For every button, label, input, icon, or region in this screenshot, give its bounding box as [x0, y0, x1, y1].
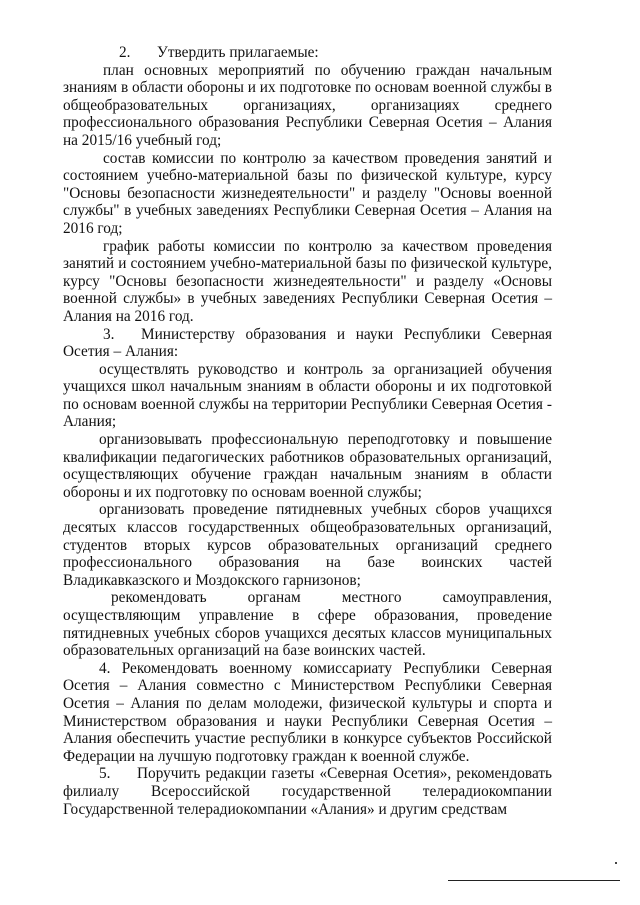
document-body	[63, 44, 552, 818]
item-number: 4.	[99, 659, 111, 677]
paragraph-supervise: осуществлять руководство и контроль за организацией обучения учащихся школ начальным знаниям в области обороны и их подготовкой по основам военной службы на территории Республики Северная Осетия - Алания;	[63, 360, 552, 431]
paragraph-3-heading	[63, 326, 552, 361]
paragraph-retraining: организовывать профессиональную переподготовку и повышение квалификации педагогических работников образовательных организаций, осуществляющих обучение граждан начальным знаниям в области обороны и их подготовку по основам военной службы;	[63, 431, 552, 501]
paragraph-text: Рекомендовать военному комиссариату Республики Северная Осетия – Алания совместно с Министерством Республики Северная Осетия – Алания по делам молодежи, физической культуры и спорта и Министерством образования и науки Республики Северная Осетия – Алания обеспечить участие республики в конкурсе субъектов Российской Федерации на лучшую подготовку граждан к военной службе.	[63, 659, 552, 765]
paragraph-text: Утвердить прилагаемые:	[157, 44, 319, 61]
item-number: 5.	[99, 765, 111, 783]
paragraph-schedule: график работы комиссии по контролю за качеством проведения занятий и состоянием учебно-материальной базы по физической культуре, курсу "Основы безопасности жизнедеятельности" и разделу «Основы военной службы» в учебных заведениях Республики Северная Осетия – Алания на 2016 год.	[63, 237, 552, 325]
page-mark	[615, 862, 617, 864]
paragraph-5	[63, 765, 552, 818]
paragraph-4	[63, 660, 552, 766]
paragraph-recommend-local: рекомендовать органам местного самоуправления, осуществляющим управление в сфере образования, проведение пятидневных учебных сборов учащихся десятых классов муниципальных образовательных организаций на базе воинских частей.	[63, 589, 552, 660]
item-number: 2.	[119, 44, 131, 61]
paragraph-training-camps: организовать проведение пятидневных учебных сборов учащихся десятых классов государственных общеобразовательных организаций, студентов вторых курсов образовательных организаций среднего профессионального образования на базе воинских частей Владикавказского и Моздокского гарнизонов;	[63, 501, 552, 589]
paragraph-text: Поручить редакции газеты «Северная Осетия», рекомендовать филиалу Всероссийской государственной телерадиокомпании Государственной телерадиокомпании «Алания» и другим средствам	[63, 765, 552, 818]
paragraph-text: Министерству образования и науки Республики Северная Осетия – Алания:	[63, 325, 552, 361]
paragraph-plan: план основных мероприятий по обучению граждан начальным знаниям в области обороны и их подготовке по основам военной службы в общеобразовательных организациях, организациях среднего профессионального образования Республики Северная Осетия – Алания на 2015/16 учебный год;	[63, 61, 552, 149]
paragraph-2-heading	[63, 44, 552, 62]
footer-rule	[448, 880, 620, 881]
paragraph-commission: состав комиссии по контролю за качеством проведения занятий и состоянием учебно-материальной базы по физической культуре, курсу "Основы безопасности жизнедеятельности" и разделу "Основы военной службы" в учебных заведениях Республики Северная Осетия – Алания на 2016 год;	[63, 149, 552, 237]
item-number: 3.	[103, 325, 115, 343]
